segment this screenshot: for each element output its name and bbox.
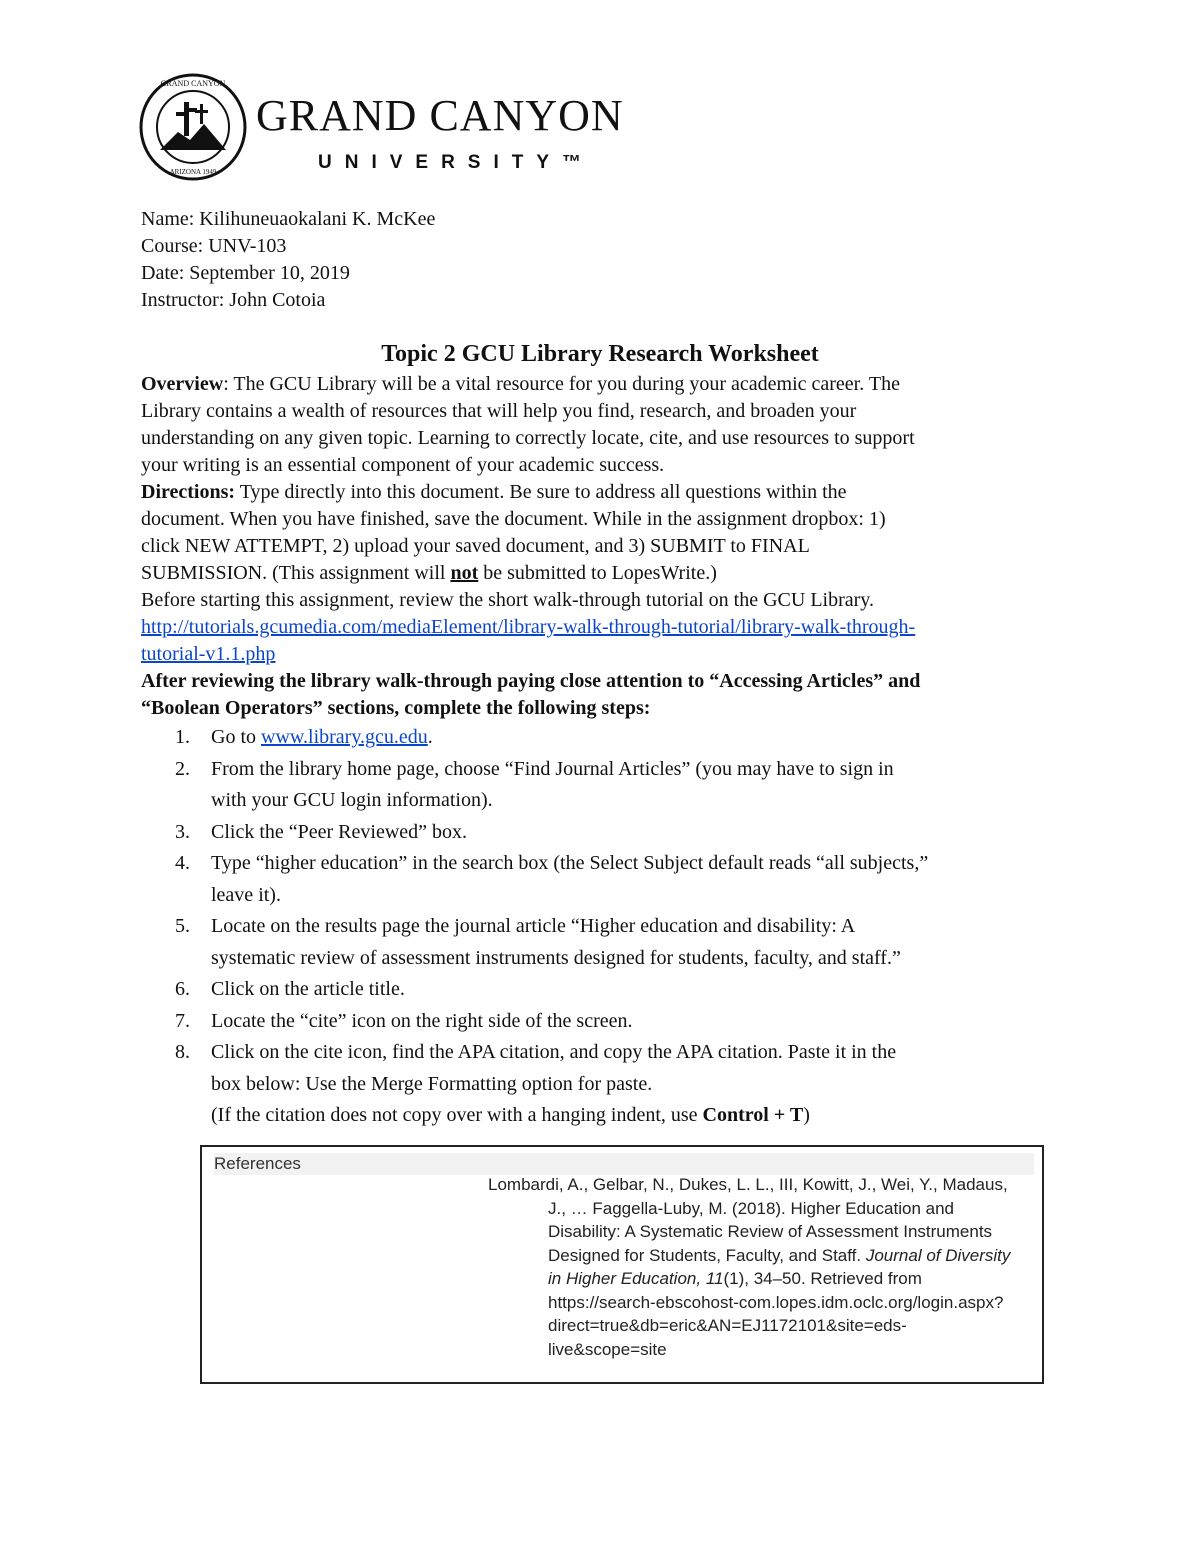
step-text: Locate the “cite” icon on the right side of the screen.	[211, 1009, 633, 1032]
list-item	[141, 848, 1071, 911]
steps-list	[141, 722, 1071, 1132]
step-number: 7.	[175, 1009, 190, 1032]
step-number: 6.	[175, 978, 190, 1000]
list-item	[141, 911, 1071, 974]
step-text: .	[427, 726, 433, 748]
list-item	[141, 817, 1071, 849]
citation-line: J., … Faggella-Luby, M. (2018). Higher Education and	[548, 1198, 955, 1218]
journal-title: Journal of Diversity	[865, 1245, 1011, 1265]
worksheet-body	[141, 371, 1071, 1132]
citation-text: (1), 34–50. Retrieved from	[723, 1269, 922, 1288]
directions-line: be submitted to LopesWrite.)	[478, 562, 717, 584]
tutorial-link-line[interactable]: http://tutorials.gcumedia.com/mediaElement/library-walk-through-tutorial/library-walk-through-	[141, 616, 916, 638]
step-text: Click on the cite icon, find the APA citation, and copy the APA citation. Paste it in the	[211, 1041, 897, 1063]
submission-date: Date: September 10, 2019	[141, 262, 350, 284]
directions-line: document. When you have finished, save the document. While in the assignment dropbox: 1)	[141, 508, 886, 530]
directions-line: SUBMISSION. (This assignment will	[141, 562, 451, 584]
step-text: systematic review of assessment instruments designed for students, faculty, and staff.”	[211, 946, 901, 969]
logo-wordmark-secondary: UNIVERSITY™	[318, 152, 595, 173]
citation-url-line: https://search-ebscohost-com.lopes.idm.oclc.org/login.aspx?	[548, 1292, 1004, 1312]
step-number: 8.	[175, 1041, 190, 1063]
tutorial-paragraph	[141, 587, 1071, 668]
step-text: Locate on the results page the journal article “Higher education and disability: A	[211, 915, 856, 937]
tutorial-intro: Before starting this assignment, review the short walk-through tutorial on the GCU Library.	[141, 589, 874, 611]
svg-text:GRAND CANYON: GRAND CANYON	[160, 79, 226, 88]
step-text: Type “higher education” in the search box (the Select Subject default reads “all subjects,”	[211, 852, 929, 874]
overview-line: : The GCU Library will be a vital resource for you during your academic career. The	[223, 373, 900, 395]
citation-url-line: direct=true&db=eric&AN=EJ1172101&site=eds-	[548, 1316, 907, 1335]
instructor-name: Instructor: John Cotoia	[141, 289, 326, 311]
list-item	[141, 722, 1071, 754]
directions-line: click NEW ATTEMPT, 2) upload your saved document, and 3) SUBMIT to FINAL	[141, 535, 810, 557]
journal-title: in Higher Education, 11	[548, 1269, 724, 1288]
list-item	[141, 974, 1071, 1006]
steps-heading-line: After reviewing the library walk-through paying close attention to “Accessing Articles” and	[141, 670, 921, 692]
citation-line: Disability: A Systematic Review of Assessment Instruments	[548, 1222, 993, 1241]
university-logo	[138, 72, 624, 192]
course-code: Course: UNV-103	[141, 235, 287, 257]
step-text: (If the citation does not copy over with a hanging indent, use	[211, 1104, 703, 1126]
citation-line	[488, 1267, 1044, 1291]
citation-line: Lombardi, A., Gelbar, N., Dukes, L. L., III, Kowitt, J., Wei, Y., Madaus,	[488, 1175, 1008, 1194]
student-info-block	[141, 206, 435, 314]
step-text: Click on the article title.	[211, 978, 405, 1000]
apa-citation	[488, 1173, 1044, 1361]
directions-label: Directions:	[141, 481, 236, 503]
library-link[interactable]: www.library.gcu.edu	[261, 726, 428, 748]
step-text: Click the “Peer Reviewed” box.	[211, 820, 468, 843]
step-number: 4.	[175, 852, 190, 874]
overview-line: Library contains a wealth of resources that will help you find, research, and broaden your	[141, 400, 857, 422]
step-number: 3.	[175, 820, 190, 843]
directions-line: Type directly into this document. Be sure to address all questions within the	[235, 481, 847, 503]
list-item	[141, 1006, 1071, 1038]
steps-heading-line: “Boolean Operators” sections, complete the following steps:	[141, 697, 651, 719]
university-seal-icon	[138, 72, 248, 182]
citation-box[interactable]	[200, 1145, 1044, 1384]
citation-text: Designed for Students, Faculty, and Staff.	[548, 1245, 866, 1265]
step-number: 1.	[175, 726, 190, 748]
step-text: with your GCU login information).	[211, 789, 493, 811]
step-text: From the library home page, choose “Find Journal Articles” (you may have to sign in	[211, 757, 894, 780]
student-name: Name: Kilihuneuaokalani K. McKee	[141, 208, 436, 230]
tutorial-link-line[interactable]: tutorial-v1.1.php	[141, 643, 276, 665]
worksheet-title: Topic 2 GCU Library Research Worksheet	[381, 341, 819, 367]
step-text: )	[803, 1104, 810, 1126]
tutorial-link[interactable]	[141, 616, 915, 665]
logo-wordmark-primary: GRAND CANYON	[256, 91, 624, 140]
overview-label: Overview	[141, 373, 224, 395]
steps-heading	[141, 668, 1071, 722]
overview-paragraph	[141, 371, 1071, 479]
citation-line	[488, 1244, 1044, 1268]
references-heading: References	[214, 1153, 1034, 1175]
emphasis-not: not	[450, 562, 479, 584]
step-text: box below: Use the Merge Formatting option for paste.	[211, 1072, 653, 1095]
svg-text:ARIZONA 1949: ARIZONA 1949	[169, 168, 217, 176]
step-number: 5.	[175, 915, 190, 937]
overview-line: understanding on any given topic. Learning to correctly locate, cite, and use resources to support	[141, 427, 915, 449]
step-text: Go to	[211, 726, 261, 748]
citation-url-line: live&scope=site	[548, 1339, 667, 1359]
list-item	[141, 754, 1071, 817]
overview-line: your writing is an essential component of your academic success.	[141, 454, 665, 476]
step-text: leave it).	[211, 883, 281, 906]
list-item	[141, 1037, 1071, 1132]
directions-paragraph	[141, 479, 1071, 587]
shortcut-text: Control + T	[702, 1104, 804, 1126]
step-number: 2.	[175, 757, 190, 780]
